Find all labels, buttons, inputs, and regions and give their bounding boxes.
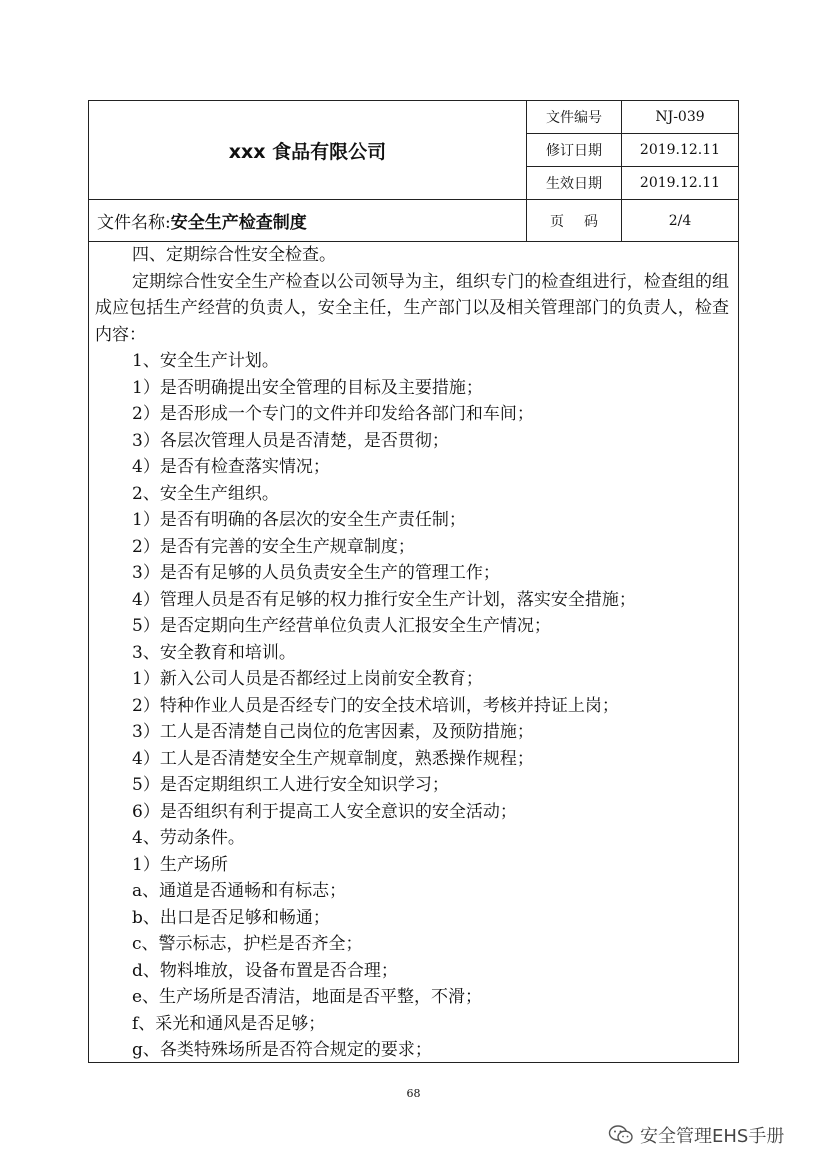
list-item: c、警示标志，护栏是否齐全； [132, 934, 363, 954]
watermark [608, 1122, 784, 1148]
list-item: 2）特种作业人员是否经专门的安全技术培训，考核并持证上岗； [132, 695, 619, 716]
list-item: 5）是否定期组织工人进行安全知识学习； [132, 775, 449, 795]
document-frame [88, 100, 739, 1063]
list-item: a、通道是否通畅和有标志； [132, 881, 347, 901]
page-value: 2/4 [622, 200, 738, 242]
effective-date-value: 2019.12.11 [622, 167, 738, 200]
list-item: 6）是否组织有利于提高工人安全意识的安全活动； [132, 801, 517, 822]
revision-date-value: 2019.12.11 [622, 134, 738, 167]
list-item: 4）是否有检查落实情况； [132, 457, 330, 477]
list-item: 3）各层次管理人员是否清楚，是否贯彻； [132, 430, 449, 451]
list-item: 1）是否明确提出安全管理的目标及主要措施； [132, 377, 483, 398]
list-item: 2）是否有完善的安全生产规章制度； [132, 536, 415, 557]
document-body [95, 242, 731, 1064]
file-name-label: 文件名称: [97, 213, 171, 233]
doc-number-label: 文件编号 [527, 101, 622, 134]
list-item: 1）新入公司人员是否都经过上岗前安全教育； [132, 669, 483, 689]
section-heading: 四、定期综合性安全检查。 [132, 245, 336, 265]
list-item: g、各类特殊场所是否符合规定的要求； [132, 1040, 432, 1060]
list-item: 1）是否有明确的各层次的安全生产责任制； [132, 510, 466, 530]
list-item: 5）是否定期向生产经营单位负责人汇报安全生产情况； [132, 616, 551, 636]
wechat-icon [608, 1124, 634, 1146]
list-item: f、采光和通风是否足够； [132, 1013, 326, 1034]
page-number: 68 [406, 1087, 421, 1100]
list-item: 3、安全教育和培训。 [132, 642, 296, 663]
list-item: 1）生产场所 [132, 854, 228, 875]
watermark-text: 安全管理EHS手册 [640, 1126, 785, 1147]
effective-date-label: 生效日期 [527, 167, 622, 200]
file-name-title: 安全生产检查制度 [170, 213, 307, 233]
list-item: b、出口是否足够和畅通； [132, 907, 330, 928]
list-item: e、生产场所是否清洁，地面是否平整，不滑； [132, 987, 483, 1007]
list-item: 4）工人是否清楚安全生产规章制度，熟悉操作规程； [132, 748, 534, 769]
list-item: 3）是否有足够的人员负责安全生产的管理工作； [132, 563, 500, 583]
page-label: 页码 [527, 200, 622, 242]
file-name-row [89, 200, 527, 242]
list-item: 4）管理人员是否有足够的权力推行安全生产计划，落实安全措施； [132, 589, 636, 610]
company-name: xxx 食品有限公司 [89, 101, 527, 200]
list-item: d、物料堆放，设备布置是否合理； [132, 960, 398, 981]
list-item: 4、劳动条件。 [132, 828, 245, 848]
list-item: 2）是否形成一个专门的文件并印发给各部门和车间； [132, 404, 534, 424]
doc-number-value: NJ-039 [622, 101, 738, 134]
list-item: 3）工人是否清楚自己岗位的危害因素，及预防措施； [132, 722, 534, 742]
document-header [89, 101, 738, 242]
list-item: 2、安全生产组织。 [132, 483, 279, 504]
revision-date-label: 修订日期 [527, 134, 622, 167]
intro-paragraph: 定期综合性安全生产检查以公司领导为主，组织专门的检查组进行，检查组的组成应包括生产经营的负责人，安全主任，生产部门以及相关管理部门的负责人，检查内容： [95, 271, 729, 345]
list-item: 1、安全生产计划。 [132, 351, 279, 371]
